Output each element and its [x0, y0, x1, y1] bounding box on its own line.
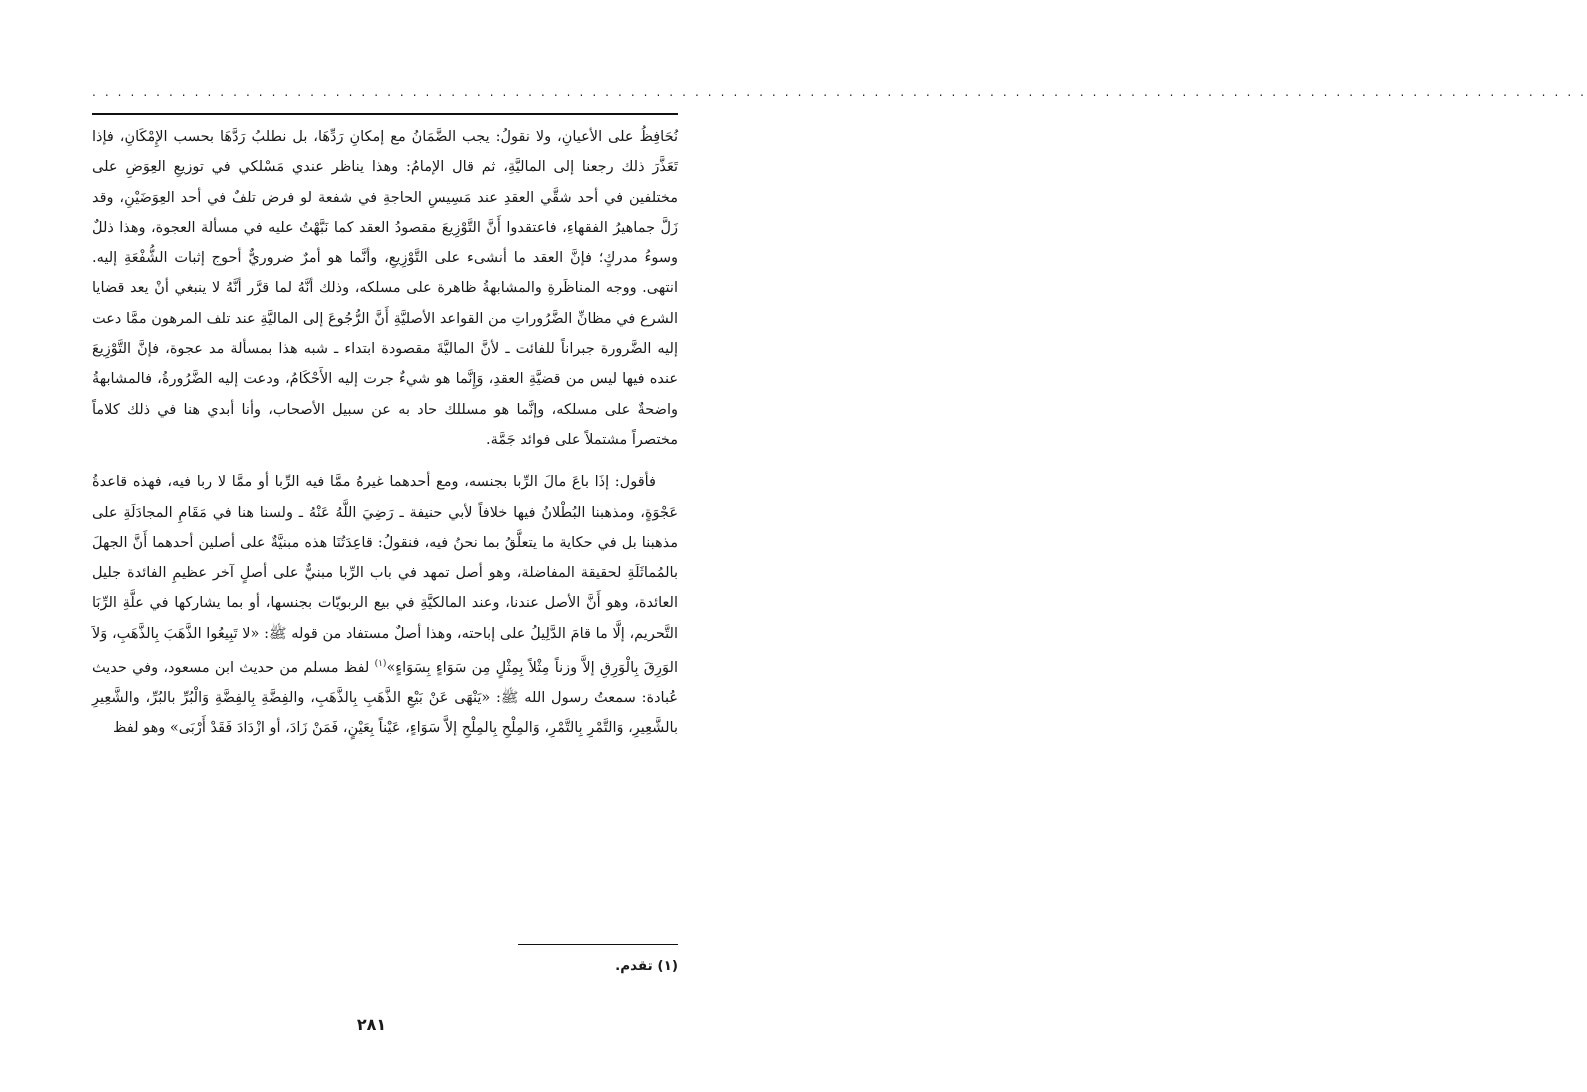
paragraph-2-text: فأقول: إذَا باعَ مالَ الرِّبا بجنسه، ومع أحدهما غيرهُ ممَّا فيه الرِّبا أو ممَّا لا ربا فيه، فهذه قاعدةُ عَجْوَةٍ، ومذهبنا البُطْلانُ فيها خلافاً لأبي حنيفة ـ رَضِيَ اللَّهُ عَنْهُ ـ ولسنا هنا في مَقَامِ المجادَلَةِ على مذهبنا بل في حكاية ما يتعلَّقُ بما نحنُ فيه، فنقولُ: قاعِدَتُنَا هذه مبنيَّةٌ على أصلين أحدهما أَنَّ الجهلَ بالمُماثَلَةِ لحقيقة المفاضلة، وهو أصل تمهد في باب الرِّبا مبنيٌّ على أصلٍ آخر عظيمِ الفائدة جليل العائدة، وهو أَنَّ الأصل عندنا، وعند المالكيَّةِ في بيع الربويّات بجنسها، أو بما يشاركها في علَّةِ الرِّبَا التَّحريم، إلَّا ما قامَ الدَّلِيلُ على إباحته، وهذا أصلٌ مستفاد من قوله ﷺ: «لا تَبِيعُوا الذَّهَبَ بِالذَّهَبِ، وَلاَ الوَرِقَ بِالْوَرِقِ إلاَّ وزناً مِثْلاً بِمِثْلٍ مِن سَوَاءٍ بِسَوَاءٍ»$^{(١)}$ لفظ مسلم من حديث ابن مسعود، وفي حديث عُبادة: سمعتُ رسول الله ﷺ: «يَنْهَى عَنْ بَيْعِ الذَّهَبِ بِالذَّهَبِ، والفِضَّةِ بِالفِضَّةِ وَالْبُرِّ بالبُرِّ، والشَّعِيرِ بالشَّعِيرِ، وَالتَّمْرِ بِالتَّمْرِ، وَالمِلْحِ بِالمِلْحِ إلاَّ سَوَاءٍ، عَيْناً بِعَيْنٍ، فَمَنْ زَادَ، أو ازْدَادَ فَقَدْ أَرْبَى» وهو لفظ	[92, 474, 678, 737]
paragraph-2	[92, 467, 678, 744]
footnote-separator	[518, 944, 678, 945]
footnote: (١) تقدم.	[615, 958, 678, 974]
page-number: ٢٨١	[356, 1015, 387, 1034]
paragraph-1: نُحَافِظُ على الأعيانِ، ولا نقولُ: يجب الضَّمَانُ مع إمكانِ رَدِّهَا، بل نطلبُ رَدَّهَا بحسب الإِمْكَانِ، فإذا تَعَذَّرَ ذلك رجعنا إلى الماليَّةِ، ثم قال الإمامُ: وهذا يناظر عندي مَسْلكي في توزيعِ العِوَضِ على مختلفين في أحد شقَّي العقدِ عند مَسِيسِ الحاجةِ في شفعة لو فرض تلفٌ في أحد العِوَضَيْنِ، وقد زَلَّ جماهيرُ الفقهاءِ، فاعتقدوا أَنَّ التَّوْزِيعَ مقصودُ العقد كما نَبَّهْتُ عليه في مسألة العجوة، وهذا ذللٌ وسوءُ مدركٍ؛ فإنَّ العقد ما أنشىء على التَّوْزِيعِ، وأنَّما هو أمرٌ ضروريٌّ أحوج إثبات الشُّفْعَةِ إليه. انتهى. ووجه المناظَرةِ والمشابهةُ ظاهرة على مسلكه، وذلك أنَّهُ لما قرَّر أنَّهُ لا ينبغي أنْ يعد قضايا الشرع في مظانِّ الضَّرُوراتِ من القواعد الأصليَّةِ أَنَّ الرُّجُوعَ إلى الماليَّةِ عند تلف المرهون ممَّا دعت إليه الضَّرورة جبراناً للفائت ـ لأنَّ الماليَّةَ مقصودة ابتداء ـ شبه هذا بمسألة مد عجوة، فإنَّ التَّوْزِيعَ عنده فيها ليس من قضيَّةِ العقدِ، وَإِنَّما هو شيءٌ جرت إليه الأَحْكَامُ، ودعت إليه الضَّرُورةُ، فالمشابهةُ واضحةٌ على مسلكه، وإنَّما هو مسللك حاد به عن سبيل الأصحاب، وأنا أبدي هنا في ذلك كلاماً مختصراً مشتملاً على فوائد جَمَّة.	[92, 129, 678, 448]
footnote-reference: (١)	[374, 659, 387, 670]
page-body	[92, 122, 678, 744]
header-dot-leader: . . . . . . . . . . . . . . . . . . . . . . . . . . . . . . . . . . . . . . . . . . . . . . . . . . . . . . . . . . . . . . . . . . . . . . . . . . . . . . . . . . . . . . . . . . . . . . . . . . . . . . . . . . . . . . . . . . . . .	[92, 85, 1587, 99]
header-rule	[92, 113, 678, 115]
